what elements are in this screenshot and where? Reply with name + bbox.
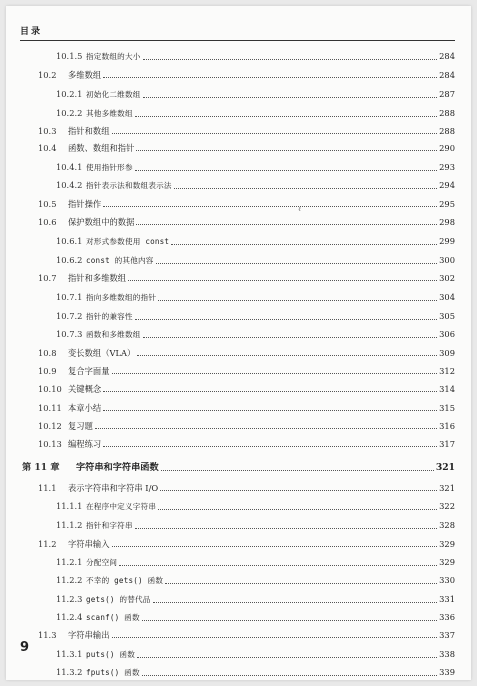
toc-entry-number: 11.3 (38, 630, 57, 640)
toc-entry-page: 331 (439, 594, 455, 604)
toc-entry[interactable] (38, 438, 455, 450)
toc-entry[interactable] (56, 291, 455, 304)
toc-entry-page: 294 (439, 180, 455, 190)
toc-entry-number: 10.7.1 (56, 292, 83, 302)
toc-entry-number: 10.11 (38, 403, 62, 413)
toc-entry[interactable] (38, 142, 455, 154)
dot-leader (161, 469, 434, 471)
toc-entry-number: 10.7 (38, 273, 57, 283)
toc-entry[interactable] (38, 420, 455, 432)
dot-leader (143, 336, 438, 338)
toc-entry[interactable] (56, 235, 455, 248)
toc-entry-title: 字符串和字符串函数 (76, 462, 159, 473)
toc-entry-page: 299 (439, 236, 455, 246)
toc-entry[interactable] (56, 574, 455, 587)
dot-leader (153, 601, 438, 603)
dot-leader (158, 508, 437, 510)
toc-entry-title: 函数、数组和指针 (68, 143, 135, 153)
toc-entry-number: 10.5 (38, 199, 57, 209)
toc-entry-number: 10.9 (38, 366, 57, 376)
document-page (6, 6, 471, 680)
dot-leader (143, 96, 438, 98)
dot-leader (135, 115, 437, 117)
toc-entry-title: const 的其他内容 (86, 256, 154, 265)
toc-entry[interactable] (56, 107, 455, 120)
toc-entry[interactable] (56, 179, 455, 192)
toc-entry-title: 复习题 (68, 421, 93, 431)
dot-leader (112, 132, 438, 134)
toc-entry[interactable] (56, 50, 455, 63)
toc-entry-page: 288 (439, 108, 455, 118)
toc-entry-page: 317 (439, 439, 455, 449)
toc-entry-title: 分配空间 (86, 558, 118, 567)
dot-leader (135, 169, 437, 171)
toc-entry-number: 11.2.1 (56, 557, 83, 567)
toc-entry-page: 328 (439, 520, 455, 530)
toc-entry-title: 关键概念 (68, 384, 102, 394)
toc-entry-number: 10.12 (38, 421, 62, 431)
toc-entry[interactable] (56, 88, 455, 101)
toc-entry-page: 315 (439, 403, 455, 413)
toc-entry-title: fputs() 函数 (86, 668, 140, 677)
toc-entry-title: 指针操作 (68, 199, 102, 209)
toc-entry-number: 10.3 (38, 126, 57, 136)
toc-entry[interactable] (56, 556, 455, 569)
toc-entry-title: 指针表示法和数组表示法 (86, 181, 172, 190)
toc-entry-title: puts() 函数 (86, 650, 135, 659)
toc-entry[interactable] (56, 254, 455, 267)
toc-entry-title: 指针的兼容性 (86, 312, 133, 321)
toc-entry-number: 11.3.1 (56, 649, 83, 659)
dot-leader (136, 149, 437, 151)
dot-leader (137, 354, 437, 356)
dot-leader (142, 674, 437, 676)
toc-entry-page: 312 (439, 366, 455, 376)
toc-entry-number: 11.2.2 (56, 575, 83, 585)
dot-leader (158, 299, 437, 301)
toc-entry-page: 336 (439, 612, 455, 622)
dot-leader (128, 279, 437, 281)
toc-entry-title: 不幸的 gets() 函数 (86, 576, 164, 585)
toc-entry-page: 288 (439, 126, 455, 136)
toc-entry[interactable] (38, 69, 455, 81)
toc-entry-title: 指定数组的大小 (86, 52, 141, 61)
toc-entry-title: 指向多维数组的指针 (86, 293, 157, 302)
toc-entry-title: 保护数组中的数据 (68, 217, 135, 227)
dot-leader (143, 58, 438, 60)
toc-chapter-row[interactable] (22, 462, 455, 474)
dot-leader (103, 409, 437, 411)
toc-entry-page: 329 (439, 557, 455, 567)
toc-entry-page: 284 (439, 70, 455, 80)
toc-entry-page: 306 (439, 329, 455, 339)
toc-entry-page: 337 (439, 630, 455, 640)
toc-entry-page: 304 (439, 292, 455, 302)
toc-entry-number: 11.1.2 (56, 520, 83, 530)
toc-entry[interactable] (56, 519, 455, 532)
toc-entry-number: 10.2.1 (56, 89, 83, 99)
dot-leader (136, 223, 437, 225)
toc-entry-number: 10.4.1 (56, 162, 83, 172)
toc-entry-title: 指针和多维数组 (68, 273, 127, 283)
toc-entry[interactable] (56, 648, 455, 661)
toc-entry-page: 330 (439, 575, 455, 585)
toc-entry-title: 多维数组 (68, 70, 102, 80)
toc-entry[interactable] (38, 198, 455, 210)
dot-leader (103, 390, 437, 392)
toc-entry-number: 10.7.2 (56, 311, 83, 321)
toc-entry-number: 10.1.5 (56, 51, 83, 61)
dot-leader (160, 489, 437, 491)
page-number: 9 (20, 640, 30, 655)
toc-entry[interactable] (56, 328, 455, 341)
toc-entry[interactable] (38, 482, 455, 494)
dot-leader (112, 545, 438, 547)
toc-entry-page: 339 (439, 667, 455, 677)
toc-entry-title: 对形式参数使用 const (86, 237, 170, 246)
toc-entry-title: 指针和数组 (68, 126, 110, 136)
toc-entry-title: scanf() 函数 (86, 613, 140, 622)
toc-entry[interactable] (38, 216, 455, 228)
toc-entry-number: 10.8 (38, 348, 57, 358)
toc-entry-title: 其他多维数组 (86, 109, 133, 118)
toc-entry-number: 11.3.2 (56, 667, 83, 677)
toc-entry-page: 316 (439, 421, 455, 431)
toc-entry-title: 初始化二维数组 (86, 90, 141, 99)
toc-entry-title: 本章小结 (68, 403, 102, 413)
toc-entry-title: 字符串输入 (68, 539, 110, 549)
toc-entry-number: 10.4.2 (56, 180, 83, 190)
toc-entry-page: 305 (439, 311, 455, 321)
toc-entry[interactable] (38, 365, 455, 377)
toc-entry-number: 10.2 (38, 70, 57, 80)
toc-entry[interactable] (56, 310, 455, 323)
toc-entry-page: 284 (439, 51, 455, 61)
toc-entry-number: 10.6 (38, 217, 57, 227)
toc-entry-page: 293 (439, 162, 455, 172)
toc-entry-number: 11.2.4 (56, 612, 83, 622)
dot-leader (112, 636, 438, 638)
toc-entry-title: 指针和字符串 (86, 521, 133, 530)
toc-entry-page: 329 (439, 539, 455, 549)
toc-entry-number: 10.4 (38, 143, 57, 153)
toc-entry-page: 321 (439, 483, 455, 493)
toc-entry-title: 变长数组（VLA） (68, 348, 136, 358)
toc-entry-title: 编程练习 (68, 439, 102, 449)
dot-leader (103, 445, 437, 447)
toc-entry-title: 表示字符串和字符串 I/O (68, 483, 159, 493)
toc-entry[interactable] (38, 402, 455, 414)
toc-entry[interactable] (38, 383, 455, 395)
toc-entry-page: 287 (439, 89, 455, 99)
toc-entry-number: 10.10 (38, 384, 62, 394)
dot-leader (103, 76, 437, 78)
dot-leader (112, 372, 438, 374)
dot-leader (142, 619, 437, 621)
toc-entry[interactable] (38, 272, 455, 284)
dot-leader (119, 564, 437, 566)
toc-entry-page: 309 (439, 348, 455, 358)
dot-leader (165, 582, 437, 584)
toc-entry-page: 322 (439, 501, 455, 511)
dot-leader (174, 187, 437, 189)
toc-entry-number: 10.2.2 (56, 108, 83, 118)
toc-entry[interactable] (38, 629, 455, 641)
toc-entry[interactable] (38, 538, 455, 550)
dot-leader (103, 205, 437, 207)
toc-entry-number: 第 11 章 (22, 462, 60, 473)
toc-entry-number: 10.6.1 (56, 236, 83, 246)
dot-leader (156, 262, 438, 264)
toc-entry-page: 300 (439, 255, 455, 265)
toc-entry-page: 302 (439, 273, 455, 283)
toc-entry-number: 11.1 (38, 483, 57, 493)
toc-entry-page: 298 (439, 217, 455, 227)
toc-entry[interactable] (38, 347, 455, 359)
dot-leader (137, 656, 437, 658)
toc-entry-title: 使用指针形参 (86, 163, 133, 172)
toc-entry[interactable] (56, 500, 455, 513)
toc-entry[interactable] (38, 125, 455, 137)
toc-entry[interactable] (56, 666, 455, 679)
toc-entry-page: 314 (439, 384, 455, 394)
toc-entry-page: 321 (435, 462, 455, 473)
toc-entry-page: 338 (439, 649, 455, 659)
toc-entry-title: 字符串输出 (68, 630, 110, 640)
toc-entry-number: 10.6.2 (56, 255, 83, 265)
dot-leader (95, 427, 437, 429)
toc-entry-number: 10.13 (38, 439, 62, 449)
dot-leader (135, 318, 437, 320)
header-rule (20, 40, 455, 41)
toc-entry[interactable] (56, 161, 455, 174)
toc-entry[interactable] (56, 593, 455, 606)
dot-leader (171, 243, 437, 245)
dot-leader (135, 527, 437, 529)
toc-entry-title: 复合字面量 (68, 366, 110, 376)
toc-entry-page: 290 (439, 143, 455, 153)
running-header: 目录 (20, 27, 43, 37)
toc-entry-title: 在程序中定义字符串 (86, 502, 157, 511)
toc-entry[interactable] (56, 611, 455, 624)
toc-entry-number: 10.7.3 (56, 329, 83, 339)
toc-entry-number: 11.2.3 (56, 594, 83, 604)
scan-speck: ℓ (298, 206, 301, 213)
toc-entry-page: 295 (439, 199, 455, 209)
toc-entry-title: gets() 的替代品 (86, 595, 151, 604)
toc-entry-number: 11.2 (38, 539, 57, 549)
toc-entry-title: 函数和多维数组 (86, 330, 141, 339)
toc-entry-number: 11.1.1 (56, 501, 83, 511)
